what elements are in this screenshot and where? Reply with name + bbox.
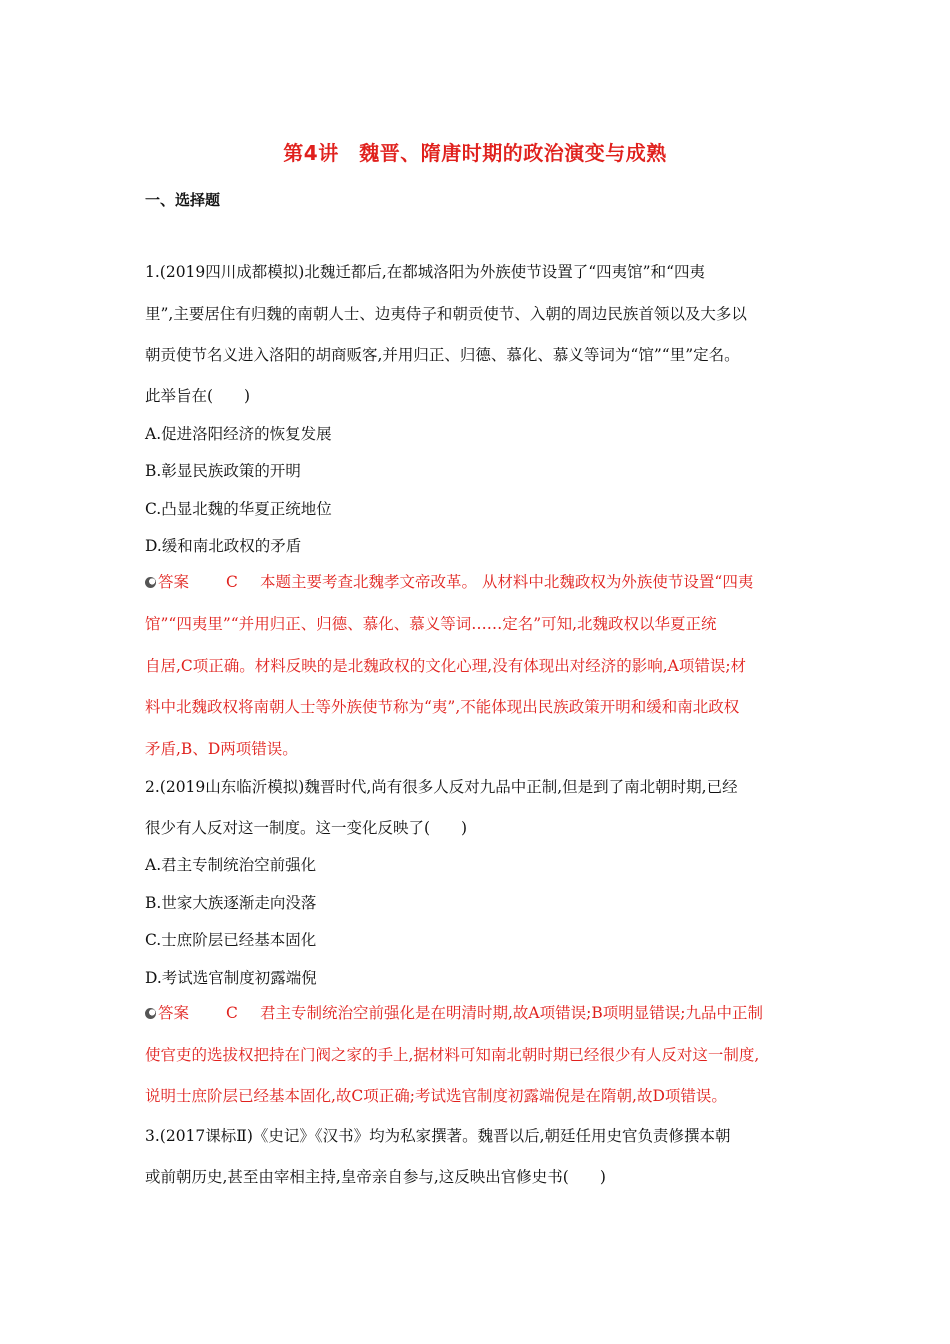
q2-answer-line: 使官吏的选拔权把持在门阀之家的手上,据材料可知南北朝时期已经很少有人反对这一制度,: [145, 1046, 760, 1064]
q2-stem-line: 2.(2019山东临沂模拟)魏晋时代,尚有很多人反对九品中正制,但是到了南北朝时期,已经: [145, 778, 738, 796]
q2-option-a: A.君主专制统治空前强化: [145, 856, 317, 874]
answer-label: 答案: [158, 573, 190, 591]
q1-answer-line: 矛盾,B、D两项错误。: [145, 740, 298, 758]
page-title: 第4讲 魏晋、隋唐时期的政治演变与成熟: [283, 141, 667, 165]
q2-option-d: D.考试选官制度初露端倪: [145, 969, 317, 987]
q1-stem-line: 此举旨在( ): [145, 387, 251, 405]
answer-label: 答案: [158, 1004, 190, 1022]
q1-option-d: D.缓和南北政权的矛盾: [145, 537, 302, 555]
q1-stem-line: 朝贡使节名义进入洛阳的胡商贩客,并用归正、归德、慕化、慕义等词为“馆”“里”定名。: [145, 346, 740, 364]
answer-marker-icon: [145, 1008, 156, 1019]
q1-answer-line: 馆”“四夷里”“并用归正、归德、慕化、慕义等词……定名”可知,北魏政权以华夏正统: [145, 615, 717, 633]
q3-stem-line: 3.(2017课标Ⅱ)《史记》《汉书》均为私家撰著。魏晋以后,朝廷任用史官负责修撰本朝: [145, 1127, 731, 1145]
section-heading: 一、选择题: [145, 191, 221, 209]
q1-stem-line: 1.(2019四川成都模拟)北魏迁都后,在都城洛阳为外族使节设置了“四夷馆”和“四夷: [145, 263, 706, 281]
q1-answer-line: 料中北魏政权将南朝人士等外族使节称为“夷”,不能体现出民族政策开明和缓和南北政权: [145, 698, 740, 716]
q2-option-c: C.士庶阶层已经基本固化: [145, 931, 317, 949]
q2-stem-line: 很少有人反对这一制度。这一变化反映了( ): [145, 819, 468, 837]
q2-answer-line: 说明士庶阶层已经基本固化,故C项正确;考试选官制度初露端倪是在隋朝,故D项错误。: [145, 1087, 727, 1105]
q1-answer-line: 自居,C项正确。材料反映的是北魏政权的文化心理,没有体现出对经济的影响,A项错误;材: [145, 657, 747, 675]
answer-text: 君主专制统治空前强化是在明清时期,故A项错误;B项明显错误;九品中正制: [260, 1004, 763, 1022]
q2-option-b: B.世家大族逐渐走向没落: [145, 894, 317, 912]
q1-option-c: C.凸显北魏的华夏正统地位: [145, 500, 332, 518]
answer-letter: C: [226, 1004, 238, 1022]
answer-marker-icon: [145, 577, 156, 588]
q1-answer: [145, 569, 753, 595]
q2-answer: [145, 1000, 763, 1026]
q1-option-a: A.促进洛阳经济的恢复发展: [145, 425, 332, 443]
answer-letter: C: [226, 573, 238, 591]
q1-option-b: B.彰显民族政策的开明: [145, 462, 301, 480]
q3-stem-line: 或前朝历史,甚至由宰相主持,皇帝亲自参与,这反映出官修史书( ): [145, 1168, 606, 1186]
answer-text: 本题主要考查北魏孝文帝改革。 从材料中北魏政权为外族使节设置“四夷: [260, 573, 754, 591]
q1-stem-line: 里”,主要居住有归魏的南朝人士、边夷侍子和朝贡使节、入朝的周边民族首领以及大多以: [145, 305, 747, 323]
